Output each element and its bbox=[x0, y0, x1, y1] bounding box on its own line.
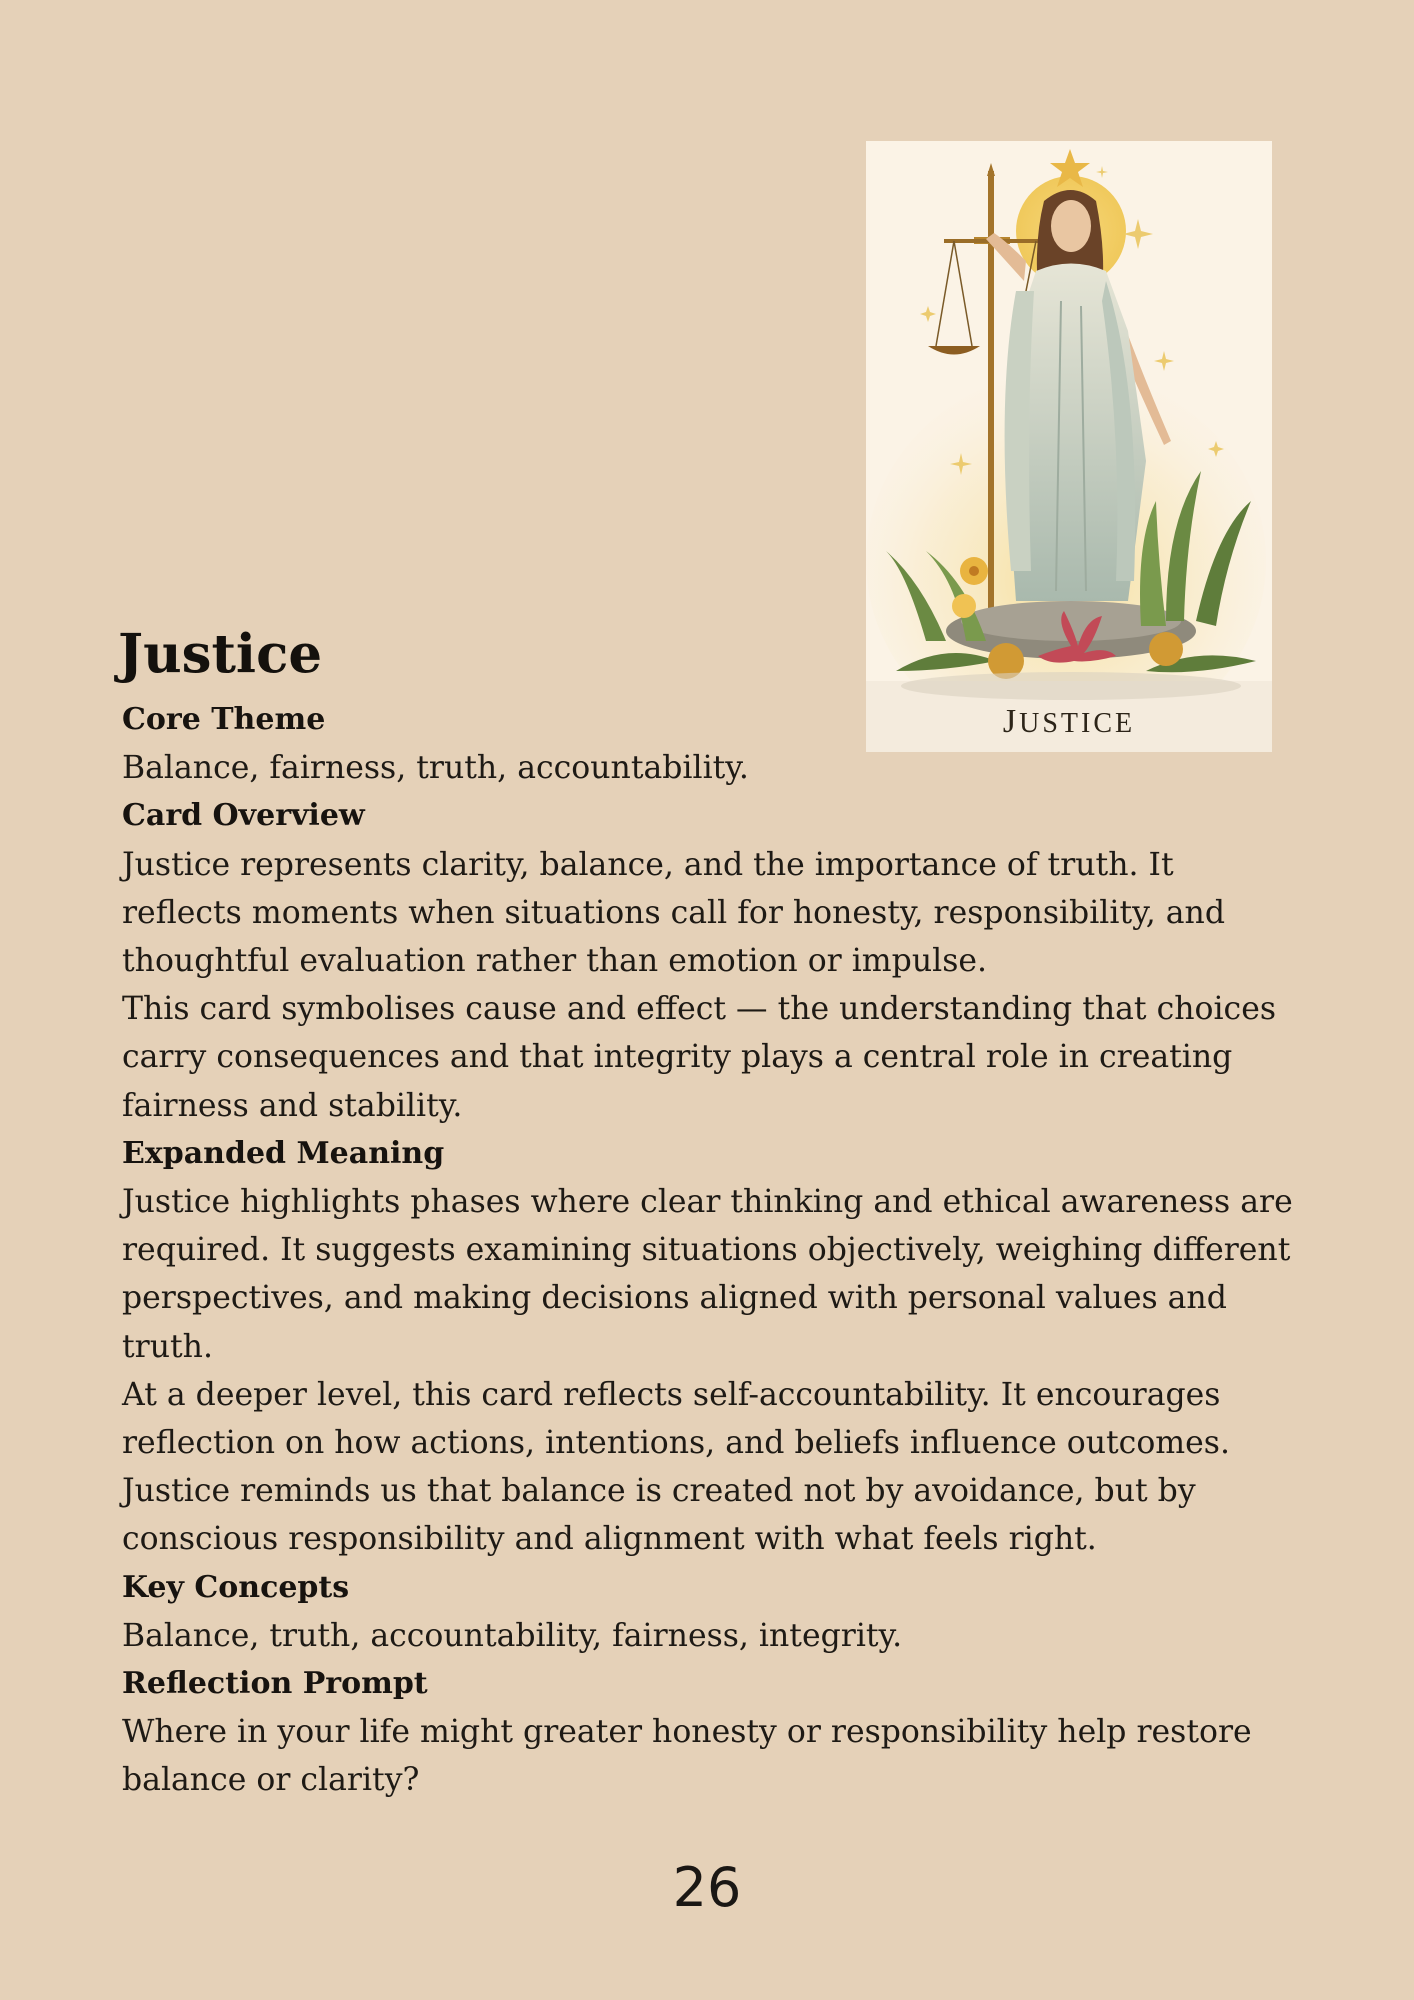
core-theme-text: Balance, fairness, truth, accountability. bbox=[122, 750, 749, 787]
key-concepts-heading: Key Concepts bbox=[122, 1569, 350, 1605]
justice-illustration bbox=[866, 141, 1272, 752]
card-text bbox=[122, 696, 1302, 1805]
card-overview-heading: Card Overview bbox=[122, 798, 365, 834]
card-overview-paragraph-2: This card symbolises cause and effect — the understanding that choices carry consequences and that integrity plays a central role in creating fairness and stability. bbox=[122, 991, 1277, 1124]
justice-card-image bbox=[866, 141, 1272, 752]
reflection-prompt-text: Where in your life might greater honesty or responsibility help restore balance or clarity? bbox=[122, 1714, 1252, 1799]
page-number: 26 bbox=[672, 1856, 742, 1919]
key-concepts-text: Balance, truth, accountability, fairness, integrity. bbox=[122, 1617, 903, 1654]
expanded-meaning-paragraph-1: Justice highlights phases where clear thinking and ethical awareness are required. It suggests examining situations objectively, weighing different perspectives, and making decisions aligned with personal values and truth. bbox=[122, 1184, 1293, 1365]
expanded-meaning-paragraph-2: At a deeper level, this card reflects self-accountability. It encourages reflection on how actions, intentions, and beliefs influence outcomes. bbox=[122, 1376, 1230, 1462]
page-title: Justice bbox=[118, 623, 323, 685]
card-overview-paragraph-1: Justice represents clarity, balance, and the importance of truth. It reflects moments when situations call for honesty, responsibility, and thoughtful evaluation rather than emotion or impulse. bbox=[122, 846, 1225, 980]
expanded-meaning-paragraph-3: Justice reminds us that balance is created not by avoidance, but by conscious responsibility and alignment with what feels right. bbox=[122, 1473, 1196, 1558]
card-caption: JUSTICE bbox=[1002, 703, 1136, 740]
core-theme-heading: Core Theme bbox=[122, 702, 326, 737]
expanded-meaning-heading: Expanded Meaning bbox=[122, 1135, 445, 1171]
reflection-prompt-heading: Reflection Prompt bbox=[122, 1666, 428, 1702]
